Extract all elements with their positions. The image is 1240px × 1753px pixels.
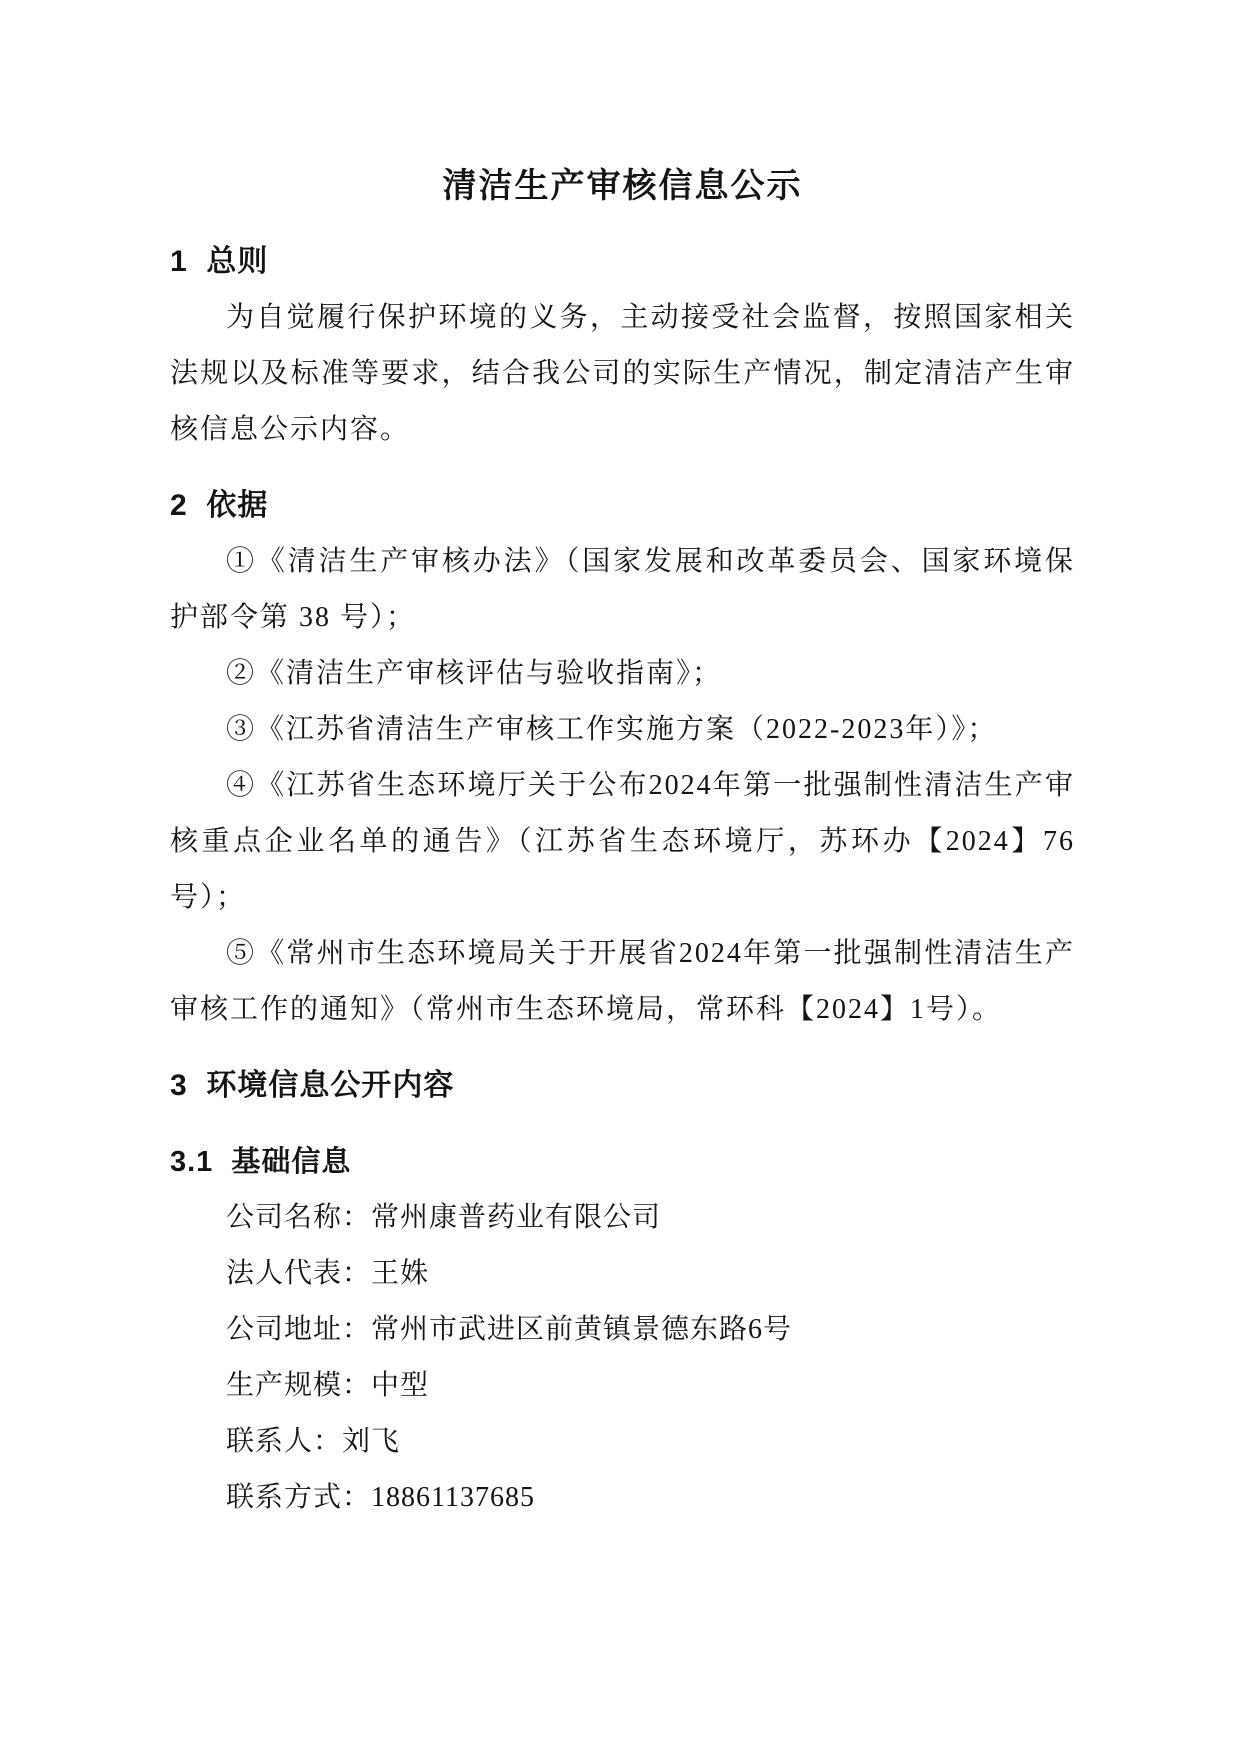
info-company-name: 公司名称：常州康普药业有限公司: [226, 1202, 662, 1233]
info-contact-person: 联系人：刘飞: [226, 1426, 401, 1457]
section-2-reference-2: ②《清洁生产审核评估与验收指南》；: [226, 658, 723, 689]
section-2-reference-1: ①《清洁生产审核办法》（国家发展和改革委员会、国家环境保护部令第 38 号）；: [170, 546, 1075, 633]
info-contact-number: 联系方式：18861137685: [226, 1482, 535, 1513]
section-3-heading: 3 环境信息公开内容: [170, 1069, 455, 1102]
section-1-heading: 1 总则: [170, 245, 269, 278]
info-production-scale: 生产规模：中型: [226, 1370, 430, 1401]
section-2-reference-3: ③《江苏省清洁生产审核工作实施方案（2022-2023年）》；: [226, 714, 998, 745]
section-2-reference-4: ④《江苏省生态环境厅关于公布2024年第一批强制性清洁生产审核重点企业名单的通告》（江苏省生态环境厅，苏环办【2024】76号）；: [170, 770, 1075, 913]
document-title: 清洁生产审核信息公示: [442, 167, 803, 205]
info-company-address: 公司地址：常州市武进区前黄镇景德东路6号: [226, 1314, 793, 1345]
section-1-paragraph: 为自觉履行保护环境的义务，主动接受社会监督，按照国家相关法规以及标准等要求，结合我公司的实际生产情况，制定清洁产生审核信息公示内容。: [170, 302, 1075, 445]
section-2-heading: 2 依据: [170, 489, 269, 522]
section-2-reference-5: ⑤《常州市生态环境局关于开展省2024年第一批强制性清洁生产审核工作的通知》（常州市生态环境局，常环科【2024】1号）。: [170, 938, 1075, 1025]
info-legal-representative: 法人代表：王姝: [226, 1258, 430, 1289]
section-3-1-heading: 3.1 基础信息: [170, 1146, 352, 1178]
